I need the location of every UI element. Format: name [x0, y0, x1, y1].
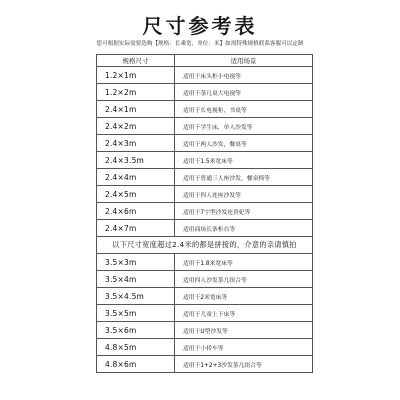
page-subtitle: 您可根据实际需要选购【规格：长乘宽，单位：米】如需特殊规格联系客服可以定制 [96, 41, 304, 47]
scene-cell: 适用于茶几桌大电视等 [175, 84, 313, 101]
scene-cell: 适用四人沙发茶几组合等 [175, 271, 313, 288]
splice-notice: 以下尺寸宽度超过2.4米的都是拼接的，介意的亲请慎拍 [97, 237, 313, 254]
size-cell: 2.4×1m [97, 101, 175, 118]
size-cell: 2.4×5m [97, 186, 175, 203]
table-row [97, 339, 313, 356]
size-cell: 2.4×3m [97, 135, 175, 152]
table-row [97, 84, 313, 101]
size-reference-table [96, 54, 313, 373]
size-cell: 2.4×3.5m [97, 152, 175, 169]
size-cell: 2.4×2m [97, 118, 175, 135]
scene-cell: 适用于U型沙发等 [175, 322, 313, 339]
size-cell: 3.5×3m [97, 254, 175, 271]
table-row [97, 169, 313, 186]
table-row [97, 118, 313, 135]
scene-cell: 适用于两人沙发，餐桌等 [175, 135, 313, 152]
table-row [97, 356, 313, 373]
scene-cell: 适用于儿童上下床等 [175, 305, 313, 322]
size-cell: 4.8×6m [97, 356, 175, 373]
table-row [97, 135, 313, 152]
table-row [97, 271, 313, 288]
size-cell: 3.5×6m [97, 322, 175, 339]
scene-cell: 适用商场长条柜台等 [175, 220, 313, 237]
table-row [97, 254, 313, 271]
size-cell: 2.4×7m [97, 220, 175, 237]
scene-cell: 适用于7字型沙发连贵妃等 [175, 203, 313, 220]
header-size: 规格尺寸 [97, 55, 175, 67]
scene-cell: 适用于1.8米宽床等 [175, 254, 313, 271]
scene-cell: 适用于1+2+3沙发茶几组合等 [175, 356, 313, 373]
table-header-row [97, 55, 313, 67]
size-cell: 2.4×4m [97, 169, 175, 186]
scene-cell: 适用于普通三人座沙发，餐桌椅等 [175, 169, 313, 186]
scene-cell: 适用于2米宽床等 [175, 288, 313, 305]
notice-row [97, 237, 313, 254]
scene-cell: 适用于1.5米宽床等 [175, 152, 313, 169]
table-row [97, 305, 313, 322]
size-cell: 2.4×6m [97, 203, 175, 220]
size-cell: 1.2×2m [97, 84, 175, 101]
table-row [97, 220, 313, 237]
table-row [97, 67, 313, 84]
table-row [97, 186, 313, 203]
table-row [97, 101, 313, 118]
scene-cell: 适用于四人连座沙发等 [175, 186, 313, 203]
size-cell: 3.5×4.5m [97, 288, 175, 305]
size-cell: 1.2×1m [97, 67, 175, 84]
table-row [97, 152, 313, 169]
scene-cell: 适用于床头柜小电视等 [175, 67, 313, 84]
scene-cell: 适用于长电视柜，书桌等 [175, 101, 313, 118]
size-cell: 3.5×5m [97, 305, 175, 322]
page-title: 尺寸参考表 [142, 14, 258, 38]
header-scene: 适用场景 [175, 55, 313, 67]
size-cell: 4.8×5m [97, 339, 175, 356]
scene-cell: 适用于学生床，单人沙发等 [175, 118, 313, 135]
size-cell: 3.5×4m [97, 271, 175, 288]
table-row [97, 288, 313, 305]
scene-cell: 适用于小轿车等 [175, 339, 313, 356]
table-row [97, 203, 313, 220]
table-row [97, 322, 313, 339]
